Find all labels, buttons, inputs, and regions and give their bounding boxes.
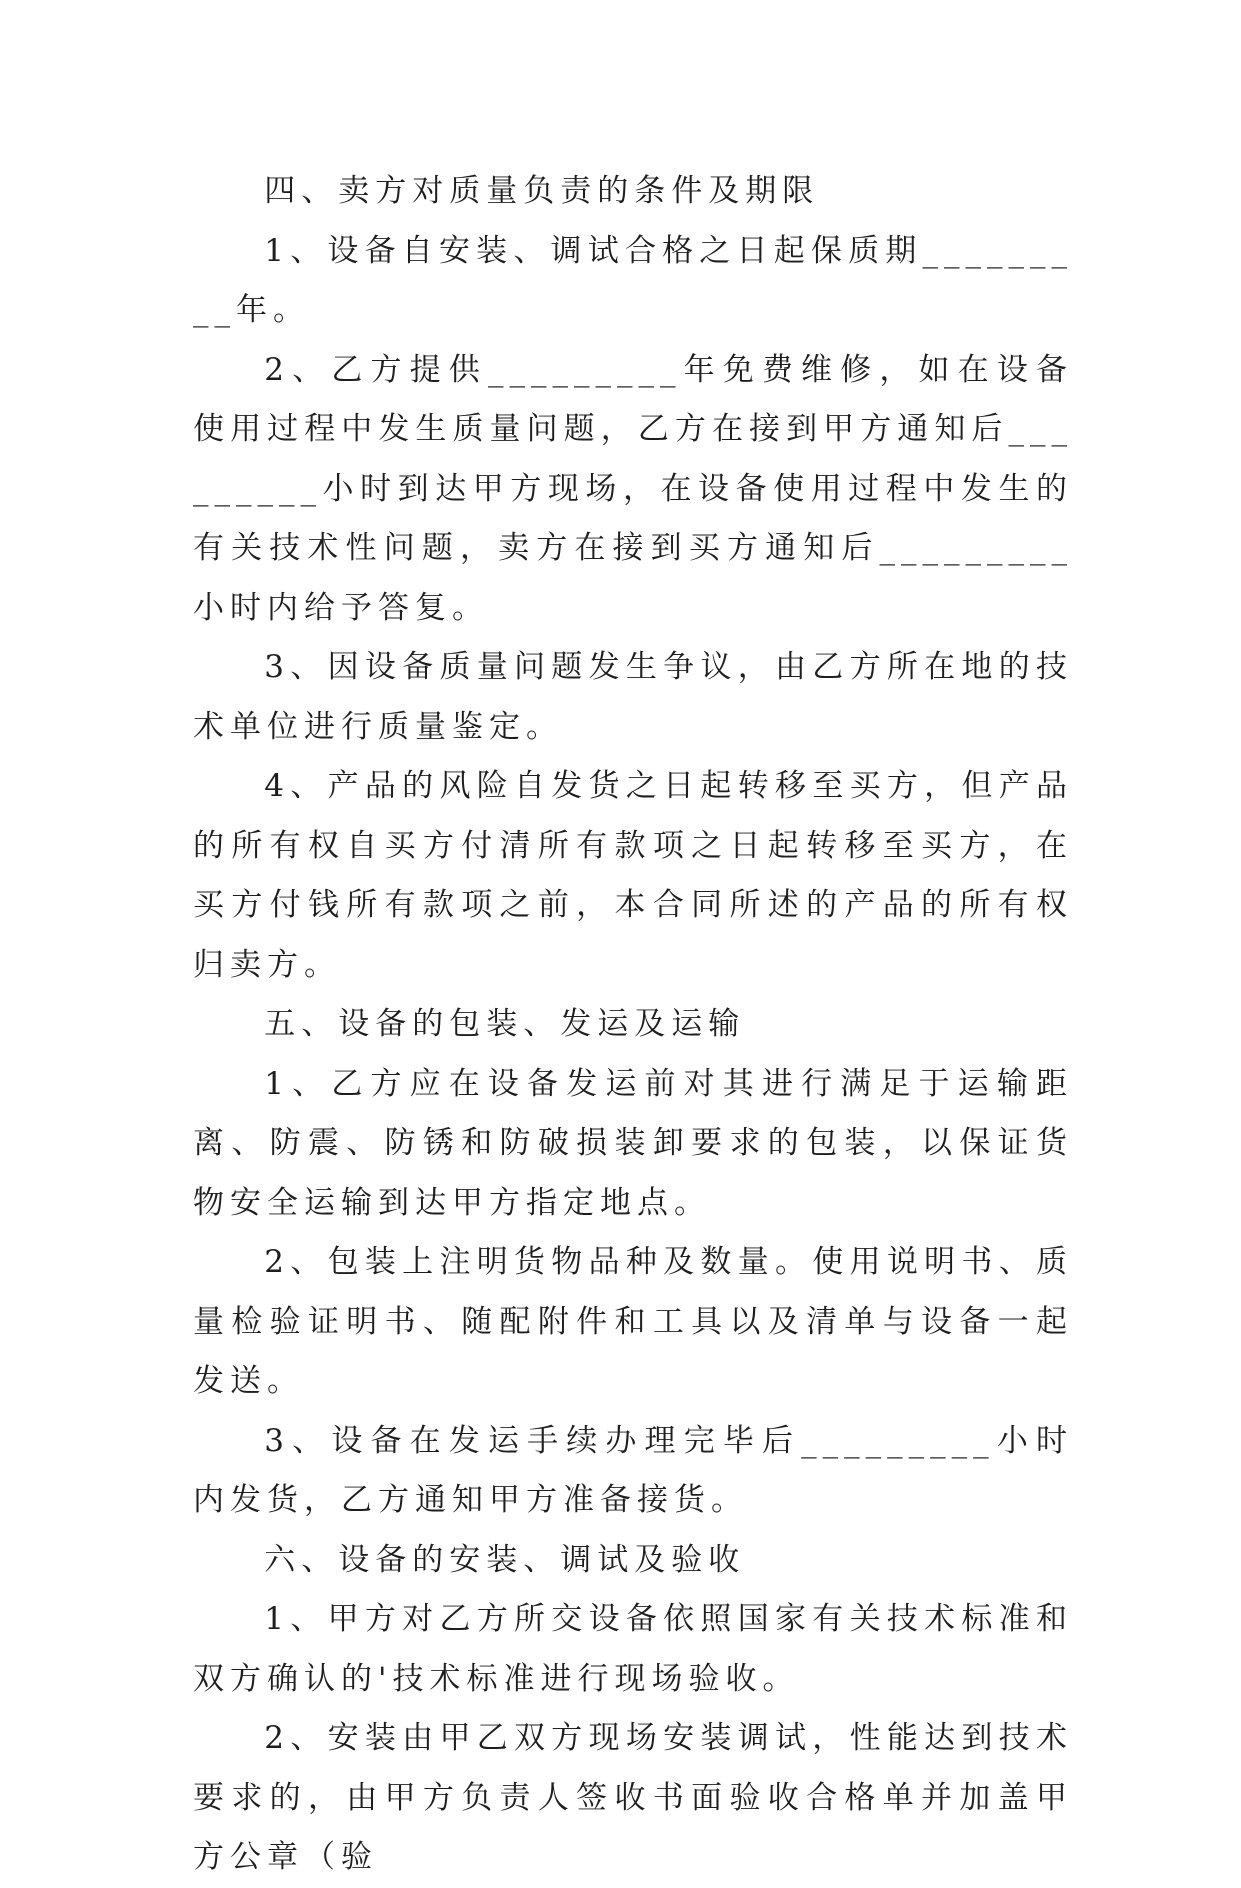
paragraph-6-2: 2、安装由甲乙双方现场安装调试，性能达到技术要求的，由甲方负责人签收书面验收合格单并加盖甲方公章（验 xyxy=(193,1720,1073,1875)
paragraph-4-1: 1、设备自安装、调试合格之日起保质期_________年。 xyxy=(193,232,1073,328)
paragraph-5-2: 2、包装上注明货物品种及数量。使用说明书、质量检验证明书、随配附件和工具以及清单与设备一起发送。 xyxy=(193,1244,1073,1399)
paragraph-4-4: 4、产品的风险自发货之日起转移至买方，但产品的所有权自买方付清所有款项之日起转移至买方，在买方付钱所有款项之前，本合同所述的产品的所有权归卖方。 xyxy=(193,768,1073,983)
section-heading-6: 六、设备的安装、调试及验收 xyxy=(264,1541,746,1578)
paragraph-4-2: 2、乙方提供_________年免费维修，如在设备使用过程中发生质量问题，乙方在接到甲方通知后_________小时到达甲方现场，在设备使用过程中发生的有关技术性问题，卖方在接到买方通知后_________小时内给予答复。 xyxy=(193,351,1073,626)
section-heading-5: 五、设备的包装、发运及运输 xyxy=(264,1006,746,1042)
section-heading-4: 四、卖方对质量负责的条件及期限 xyxy=(264,173,820,209)
paragraph-5-1: 1、乙方应在设备发运前对其进行满足于运输距离、防震、防锈和防破损装卸要求的包装，以保证货物安全运输到达甲方指定地点。 xyxy=(193,1065,1073,1221)
paragraph-6-1: 1、甲方对乙方所交设备依照国家有关技术标准和双方确认的'技术标准进行现场验收。 xyxy=(193,1601,1073,1697)
paragraph-5-3: 3、设备在发运手续办理完毕后_________小时内发货，乙方通知甲方准备接货。 xyxy=(193,1422,1073,1518)
document-body xyxy=(193,162,1073,1888)
paragraph-4-3: 3、因设备质量问题发生争议，由乙方所在地的技术单位进行质量鉴定。 xyxy=(193,649,1073,745)
